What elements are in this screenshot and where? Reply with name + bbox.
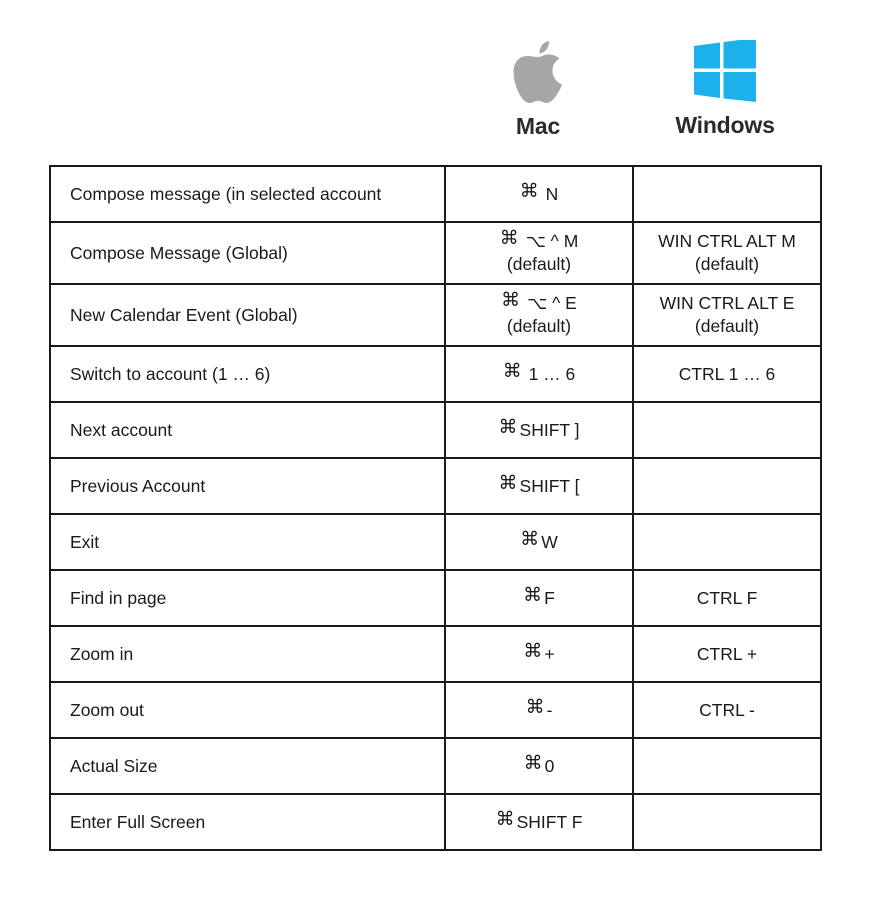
windows-shortcut: WIN CTRL ALT E [659, 293, 795, 313]
mac-shortcut-cell [445, 402, 633, 458]
table-row [50, 514, 821, 570]
windows-shortcut-note: (default) [694, 316, 760, 336]
mac-shortcut: 1 … 6 [528, 363, 576, 384]
table-row [50, 346, 821, 402]
mac-shortcut-cell [445, 284, 633, 346]
mac-shortcut: SHIFT [ [519, 475, 580, 496]
action-cell: Previous Account [50, 458, 445, 514]
mac-shortcut-note: (default) [506, 254, 572, 274]
mac-shortcut: 0 [544, 755, 555, 776]
mac-shortcut-cell [445, 570, 633, 626]
command-key-icon: ⌘ [525, 696, 545, 718]
mac-shortcut-note: (default) [506, 316, 572, 336]
command-key-icon: ⌘ [498, 472, 518, 494]
windows-logo-icon [694, 40, 756, 102]
command-key-icon: ⌘ [502, 360, 522, 382]
windows-shortcut: CTRL 1 … 6 [678, 363, 776, 384]
mac-shortcut-cell [445, 738, 633, 794]
command-key-icon: ⌘ [523, 584, 543, 606]
mac-shortcut-cell [445, 794, 633, 850]
action-cell: Zoom in [50, 626, 445, 682]
mac-shortcut-cell [445, 626, 633, 682]
table-row [50, 222, 821, 284]
mac-shortcut: N [545, 183, 559, 204]
windows-shortcut-note: (default) [694, 254, 760, 274]
mac-shortcut: SHIFT ] [519, 419, 580, 440]
windows-shortcut: CTRL F [696, 587, 758, 608]
action-cell: Zoom out [50, 682, 445, 738]
table-row [50, 284, 821, 346]
command-key-icon: ⌘ [520, 528, 540, 550]
table-row [50, 682, 821, 738]
mac-shortcut: F [544, 587, 555, 608]
mac-shortcut: ⌥ ^ E [527, 293, 577, 313]
command-key-icon: ⌘ [499, 228, 519, 249]
windows-shortcut: WIN CTRL ALT M [658, 231, 796, 251]
table-row [50, 458, 821, 514]
mac-shortcut-cell [445, 682, 633, 738]
windows-shortcut: CTRL - [699, 699, 755, 720]
mac-shortcut-cell [445, 166, 633, 222]
windows-shortcut-cell [633, 514, 821, 570]
table-row [50, 738, 821, 794]
windows-shortcut-cell [633, 402, 821, 458]
action-cell: Compose Message (Global) [50, 222, 445, 284]
mac-shortcut-cell [445, 458, 633, 514]
table-row [50, 626, 821, 682]
action-cell: Exit [50, 514, 445, 570]
table-row [50, 166, 821, 222]
windows-shortcut-cell [633, 626, 821, 682]
table-row [50, 402, 821, 458]
action-cell: Switch to account (1 … 6) [50, 346, 445, 402]
windows-shortcut-cell [633, 166, 821, 222]
action-cell: New Calendar Event (Global) [50, 284, 445, 346]
windows-shortcut-cell [633, 570, 821, 626]
mac-shortcut: ⌥ ^ M [525, 231, 579, 251]
table-row [50, 570, 821, 626]
command-key-icon: ⌘ [498, 416, 518, 438]
apple-logo-icon [512, 40, 564, 104]
action-cell: Enter Full Screen [50, 794, 445, 850]
windows-shortcut-cell [633, 284, 821, 346]
command-key-icon: ⌘ [523, 752, 543, 774]
windows-shortcut-cell [633, 682, 821, 738]
table-row [50, 794, 821, 850]
windows-shortcut-cell [633, 794, 821, 850]
mac-shortcut: + [544, 643, 555, 664]
action-cell: Find in page [50, 570, 445, 626]
mac-shortcut: - [546, 699, 553, 720]
shortcuts-table [49, 165, 822, 851]
mac-column-header [488, 40, 588, 140]
command-key-icon: ⌘ [519, 180, 539, 202]
windows-shortcut: CTRL + [696, 643, 758, 664]
mac-shortcut: SHIFT F [516, 811, 583, 832]
windows-shortcut-cell [633, 738, 821, 794]
command-key-icon: ⌘ [523, 640, 543, 662]
mac-shortcut: W [541, 531, 558, 552]
windows-shortcut-cell [633, 458, 821, 514]
mac-shortcut-cell [445, 222, 633, 284]
windows-shortcut-cell [633, 346, 821, 402]
mac-shortcut-cell [445, 514, 633, 570]
action-cell: Actual Size [50, 738, 445, 794]
windows-label: Windows [675, 112, 775, 138]
command-key-icon: ⌘ [495, 808, 515, 830]
mac-shortcut-cell [445, 346, 633, 402]
windows-column-header [669, 40, 781, 139]
windows-shortcut-cell [633, 222, 821, 284]
action-cell: Compose message (in selected account [50, 166, 445, 222]
mac-label: Mac [515, 113, 561, 139]
command-key-icon: ⌘ [501, 290, 521, 311]
action-cell: Next account [50, 402, 445, 458]
